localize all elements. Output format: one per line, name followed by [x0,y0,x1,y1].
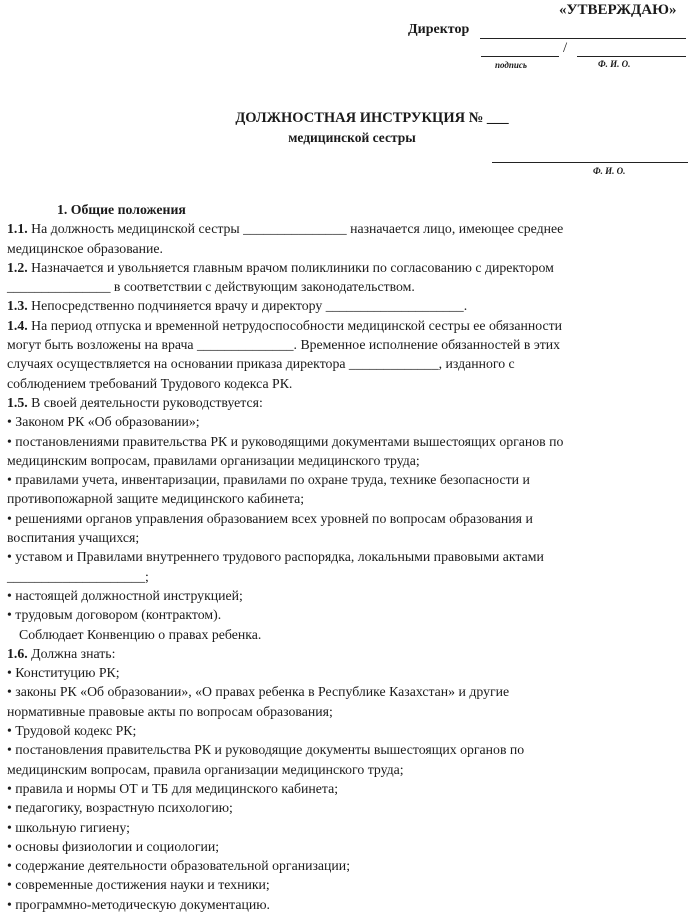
text-line [7,856,691,875]
text-line [7,470,691,489]
line-text: Должна знать: [27,645,116,661]
line-text: воспитания учащихся; [7,530,140,546]
text-line [7,702,691,721]
text-line [7,335,691,354]
line-text: На должность медицинской сестры _______________ назначается лицо, имеющее среднее [27,221,564,237]
line-text: противопожарной защите медицинского кабинета; [7,491,305,507]
line-text: В своей деятельности руководствуется: [27,394,263,410]
line-text: • основы физиологии и социологии; [7,838,220,854]
line-text: нормативные правовые акты по вопросам образования; [7,703,333,719]
document-body [7,200,691,914]
line-text: • Трудовой кодекс РК; [7,723,137,739]
director-line [480,38,686,39]
line-text: Непосредственно подчиняется врачу и директору ____________________. [27,298,468,314]
clause-number: 1.6. [7,645,28,661]
text-line [7,432,691,451]
text-line [7,296,691,315]
text-line [7,895,691,914]
text-line [7,663,691,682]
line-text: • программно-методическую документацию. [7,896,271,912]
line-text: • постановления правительства РК и руководящие документы вышестоящих органов по [7,742,525,758]
line-text: • постановлениями правительства РК и руководящими документами вышестоящих органов по [7,433,564,449]
line-text: • содержание деятельности образовательной организации; [7,858,351,874]
line-text: ____________________; [7,568,149,584]
line-text: На период отпуска и временной нетрудоспособности медицинской сестры ее обязанности [27,317,563,333]
text-line [7,721,691,740]
signature-line [481,56,559,57]
line-text: • правилами учета, инвентаризации, правилами по охране труда, технике безопасности и [7,472,530,488]
text-line [7,528,691,547]
clause-number: 1.5. [7,394,28,410]
line-text: _______________ в соответствии с действующим законодательством. [7,279,415,295]
clause-number: 1.2. [7,259,28,275]
text-line [7,740,691,759]
clause-number: 1.4. [7,317,28,333]
text-line [7,277,691,296]
text-line [7,605,691,624]
text-line [7,258,691,277]
text-line [7,547,691,566]
text-line [7,875,691,894]
text-line [7,509,691,528]
text-line [7,798,691,817]
text-line [7,837,691,856]
slash: / [563,40,568,56]
nurse-fio-label: Ф. И. О. [593,166,626,176]
text-line [7,625,691,644]
line-text: • Законом РК «Об образовании»; [7,414,200,430]
clause-number: 1.1. [7,221,28,237]
director-label: Директор [408,22,470,37]
text-line [7,586,691,605]
line-text: • трудовым договором (контрактом). [7,607,222,623]
text-line [7,451,691,470]
signature-label: подпись [495,60,527,70]
line-text: соблюдением требований Трудового кодекса РК. [7,375,293,391]
line-text: • уставом и Правилами внутреннего трудового распорядка, локальными правовыми актами [7,549,544,565]
line-text: • современные достижения науки и техники; [7,877,270,893]
approval-stamp: «УТВЕРЖДАЮ» [559,2,677,18]
text-line [7,393,691,412]
text-line [7,818,691,837]
line-text: • педагогику, возрастную психологию; [7,800,233,816]
text-line [7,760,691,779]
fio-line [577,56,686,57]
line-text: Соблюдает Конвенцию о правах ребенка. [19,626,262,642]
text-line [7,354,691,373]
line-text: • школьную гигиену; [7,819,130,835]
text-line [7,219,691,238]
text-line [7,644,691,663]
section-heading [7,200,691,219]
text-line [7,374,691,393]
line-text: медицинским вопросам, правилами организации медицинского труда; [7,452,420,468]
text-line [7,682,691,701]
nurse-fio-line [492,162,688,163]
line-text: • законы РК «Об образовании», «О правах ребенка в Республике Казахстан» и другие [7,684,510,700]
line-text: 1. Общие положения [57,202,186,217]
line-text: случаях осуществляется на основании приказа директора _____________, изданного с [7,356,515,372]
line-text: Назначается и увольняется главным врачом поликлиники по согласованию с директором [27,259,554,275]
document-subtitle: медицинской сестры [288,130,416,145]
text-line [7,316,691,335]
line-text: • Конституцию РК; [7,665,120,681]
line-text: могут быть возложены на врача ______________. Временное исполнение обязанностей в этих [7,337,561,353]
clause-number: 1.3. [7,298,28,314]
document-title: ДОЛЖНОСТНАЯ ИНСТРУКЦИЯ № ___ [235,110,509,126]
text-line [7,779,691,798]
line-text: • решениями органов управления образованием всех уровней по вопросам образования и [7,510,533,526]
line-text: медицинское образование. [7,240,163,256]
text-line [7,489,691,508]
text-line [7,239,691,258]
fio-label: Ф. И. О. [598,59,631,69]
text-line [7,567,691,586]
text-line [7,412,691,431]
line-text: • настоящей должностной инструкцией; [7,587,243,603]
line-text: • правила и нормы ОТ и ТБ для медицинского кабинета; [7,780,339,796]
line-text: медицинским вопросам, правила организации медицинского труда; [7,761,404,777]
